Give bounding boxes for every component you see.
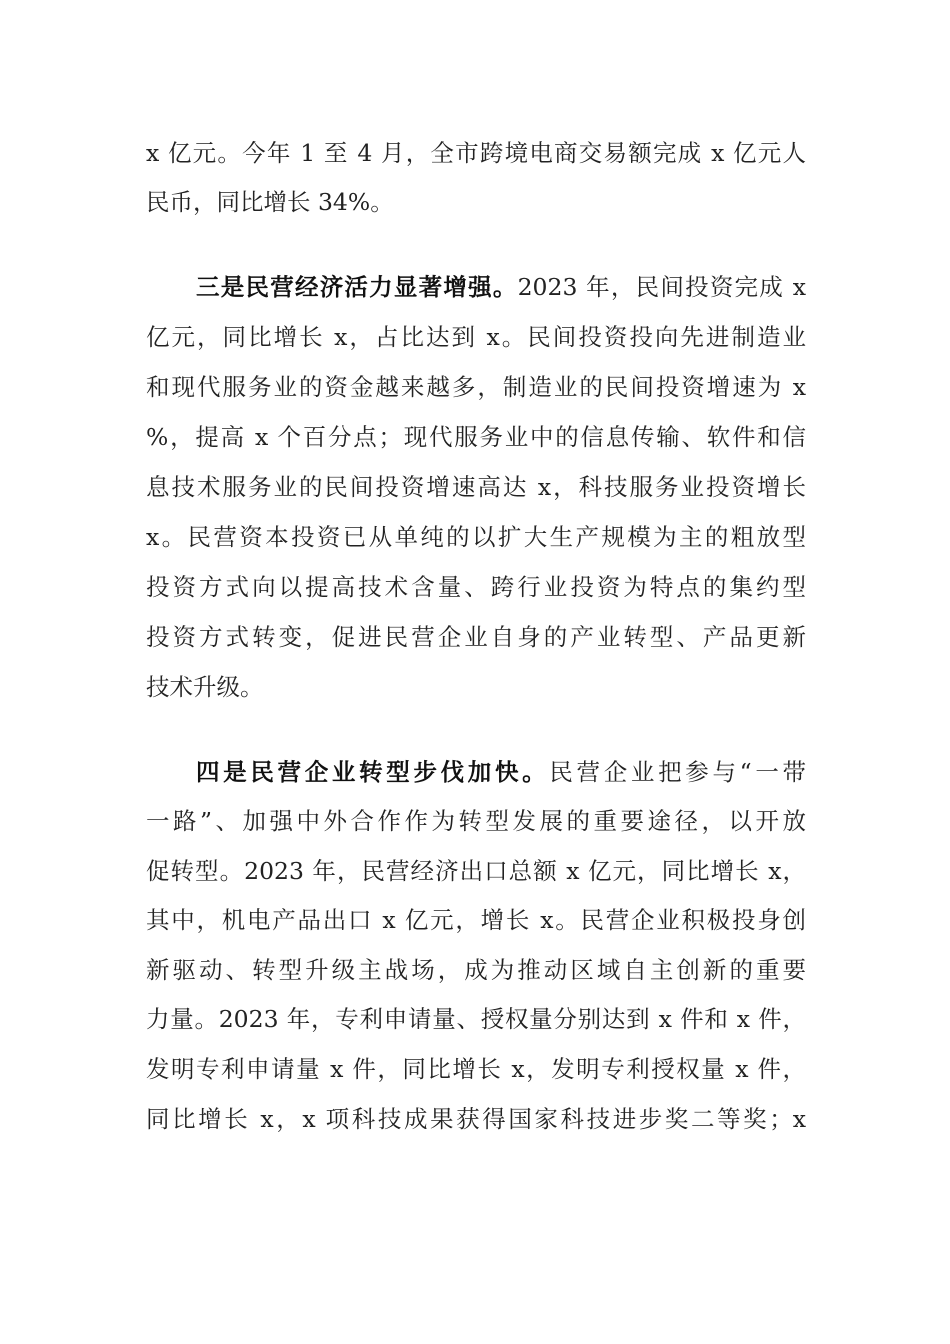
paragraph-2-line-9: 技术升级。	[146, 673, 264, 701]
paragraph-3-line-5: 新驱动、转型升级主战场，成为推动区域自主创新的重要	[146, 956, 806, 984]
paragraph-3-line-1-text: 民营企业把参与“一带	[549, 758, 807, 786]
paragraph-2-line-7: 投资方式向以提高技术含量、跨行业投资为特点的集约型	[146, 573, 806, 601]
paragraph-2-line-4: %，提高 x 个百分点；现代服务业中的信息传输、软件和信	[146, 423, 806, 451]
paragraph-3-line-1	[196, 754, 806, 790]
paragraph-2-line-5: 息技术服务业的民间投资增速高达 x，科技服务业投资增长	[146, 473, 806, 501]
paragraph-3-line-6: 力量。2023 年，专利申请量、授权量分别达到 x 件和 x 件，	[146, 1005, 806, 1033]
paragraph-3-line-4: 其中，机电产品出口 x 亿元，增长 x。民营企业积极投身创	[146, 906, 806, 934]
paragraph-2-heading: 三是民营经济活力显著增强。	[196, 273, 518, 301]
paragraph-2-line-6: x。民营资本投资已从单纯的以扩大生产规模为主的粗放型	[146, 523, 806, 551]
paragraph-2-line-1	[196, 269, 806, 305]
paragraph-1-line-2: 民币，同比增长 34%。	[146, 188, 394, 216]
paragraph-3-line-3: 促转型。2023 年，民营经济出口总额 x 亿元，同比增长 x，	[146, 857, 806, 885]
paragraph-2-line-3: 和现代服务业的资金越来越多，制造业的民间投资增速为 x	[146, 373, 806, 401]
paragraph-3-heading: 四是民营企业转型步伐加快。	[196, 758, 550, 786]
paragraph-3-line-2: 一路”、加强中外合作作为转型发展的重要途径，以开放	[146, 807, 806, 835]
paragraph-3-line-7: 发明专利申请量 x 件，同比增长 x，发明专利授权量 x 件，	[146, 1055, 806, 1083]
paragraph-1-line-1: x 亿元。今年 1 至 4 月，全市跨境电商交易额完成 x 亿元人	[146, 139, 806, 167]
paragraph-3-line-8: 同比增长 x，x 项科技成果获得国家科技进步奖二等奖；x	[146, 1105, 806, 1133]
paragraph-2-line-2: 亿元，同比增长 x，占比达到 x。民间投资投向先进制造业	[146, 323, 806, 351]
paragraph-2-line-1-text: 2023 年，民间投资完成 x	[517, 273, 806, 301]
paragraph-2-line-8: 投资方式转变，促进民营企业自身的产业转型、产品更新	[146, 623, 806, 651]
